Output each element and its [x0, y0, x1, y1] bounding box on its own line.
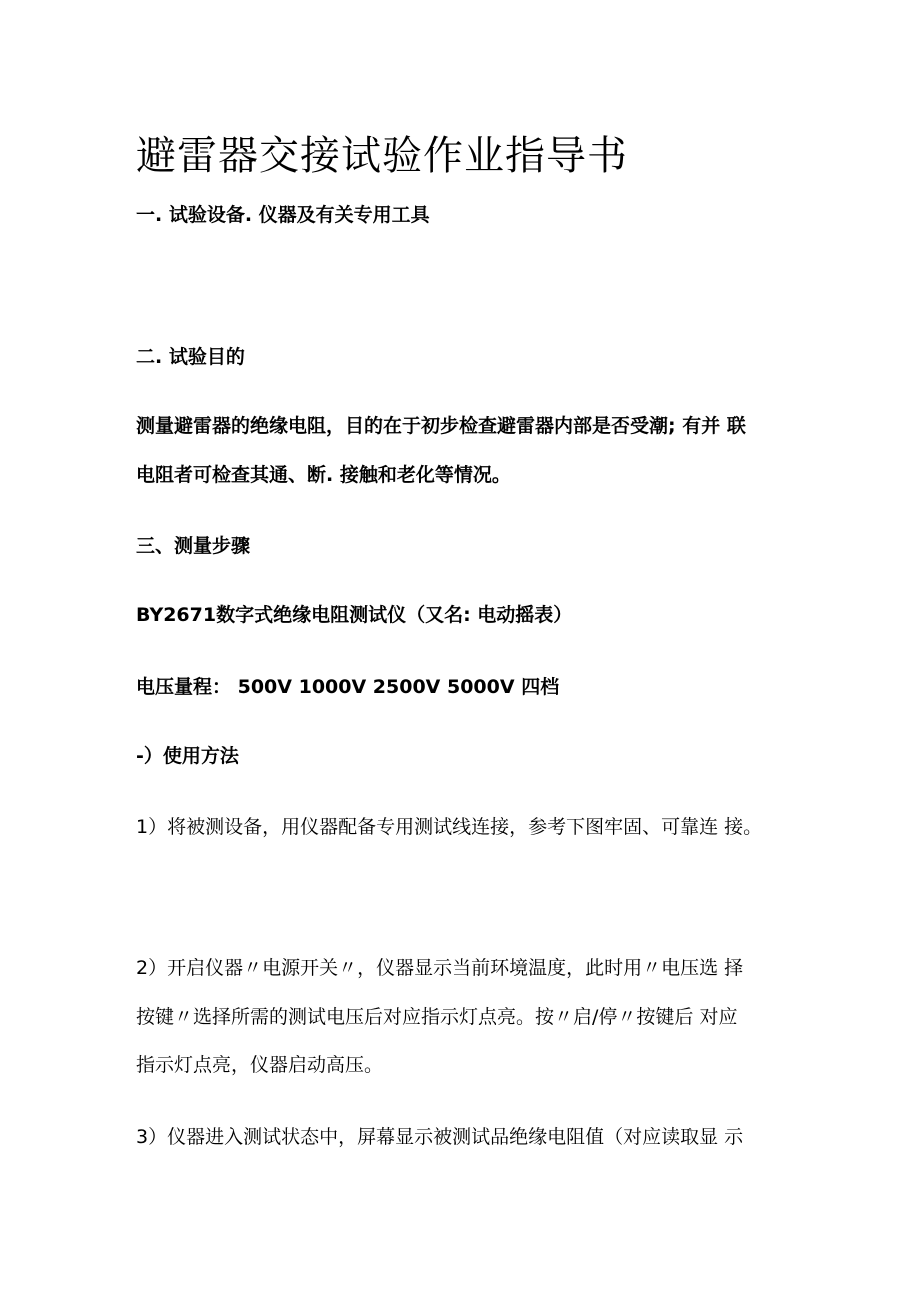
voltage-range: 电压量程： 500V 1000V 2500V 5000V 四档	[136, 676, 560, 698]
step-2-line-1: 2）开启仪器〃电源开关〃，仪器显示当前环境温度，此时用〃电压选 择	[136, 957, 744, 979]
section-3-heading: 三、测量步骤	[136, 535, 251, 557]
step-1: 1）将被测设备，用仪器配备专用测试线连接，参考下图牢固、可靠连 接。	[136, 816, 763, 838]
section-2-heading: 二. 试验目的	[136, 346, 245, 368]
step-3-line-1: 3）仪器进入测试状态中，屏幕显示被测试品绝缘电阻值（对应读取显 示	[136, 1126, 744, 1148]
section-1-heading: 一. 试验设备. 仪器及有关专用工具	[136, 204, 430, 226]
step-2-line-2: 按键〃选择所需的测试电压后对应指示灯点亮。按〃启/停〃按键后 对应	[136, 1006, 738, 1028]
usage-method-heading: -）使用方法	[136, 745, 239, 767]
step-2-line-3: 指示灯点亮，仪器启动高压。	[136, 1054, 384, 1076]
instrument-name: BY2671数字式绝缘电阻测试仪（又名: 电动摇表）	[136, 604, 573, 626]
purpose-paragraph-line-2: 电阻者可检查其通、断. 接触和老化等情况。	[136, 464, 511, 486]
purpose-paragraph-line-1: 测量避雷器的绝缘电阻，目的在于初步检查避雷器内部是否受潮; 有并 联	[136, 415, 746, 437]
document-title: 避雷器交接试验作业指导书	[136, 133, 628, 179]
